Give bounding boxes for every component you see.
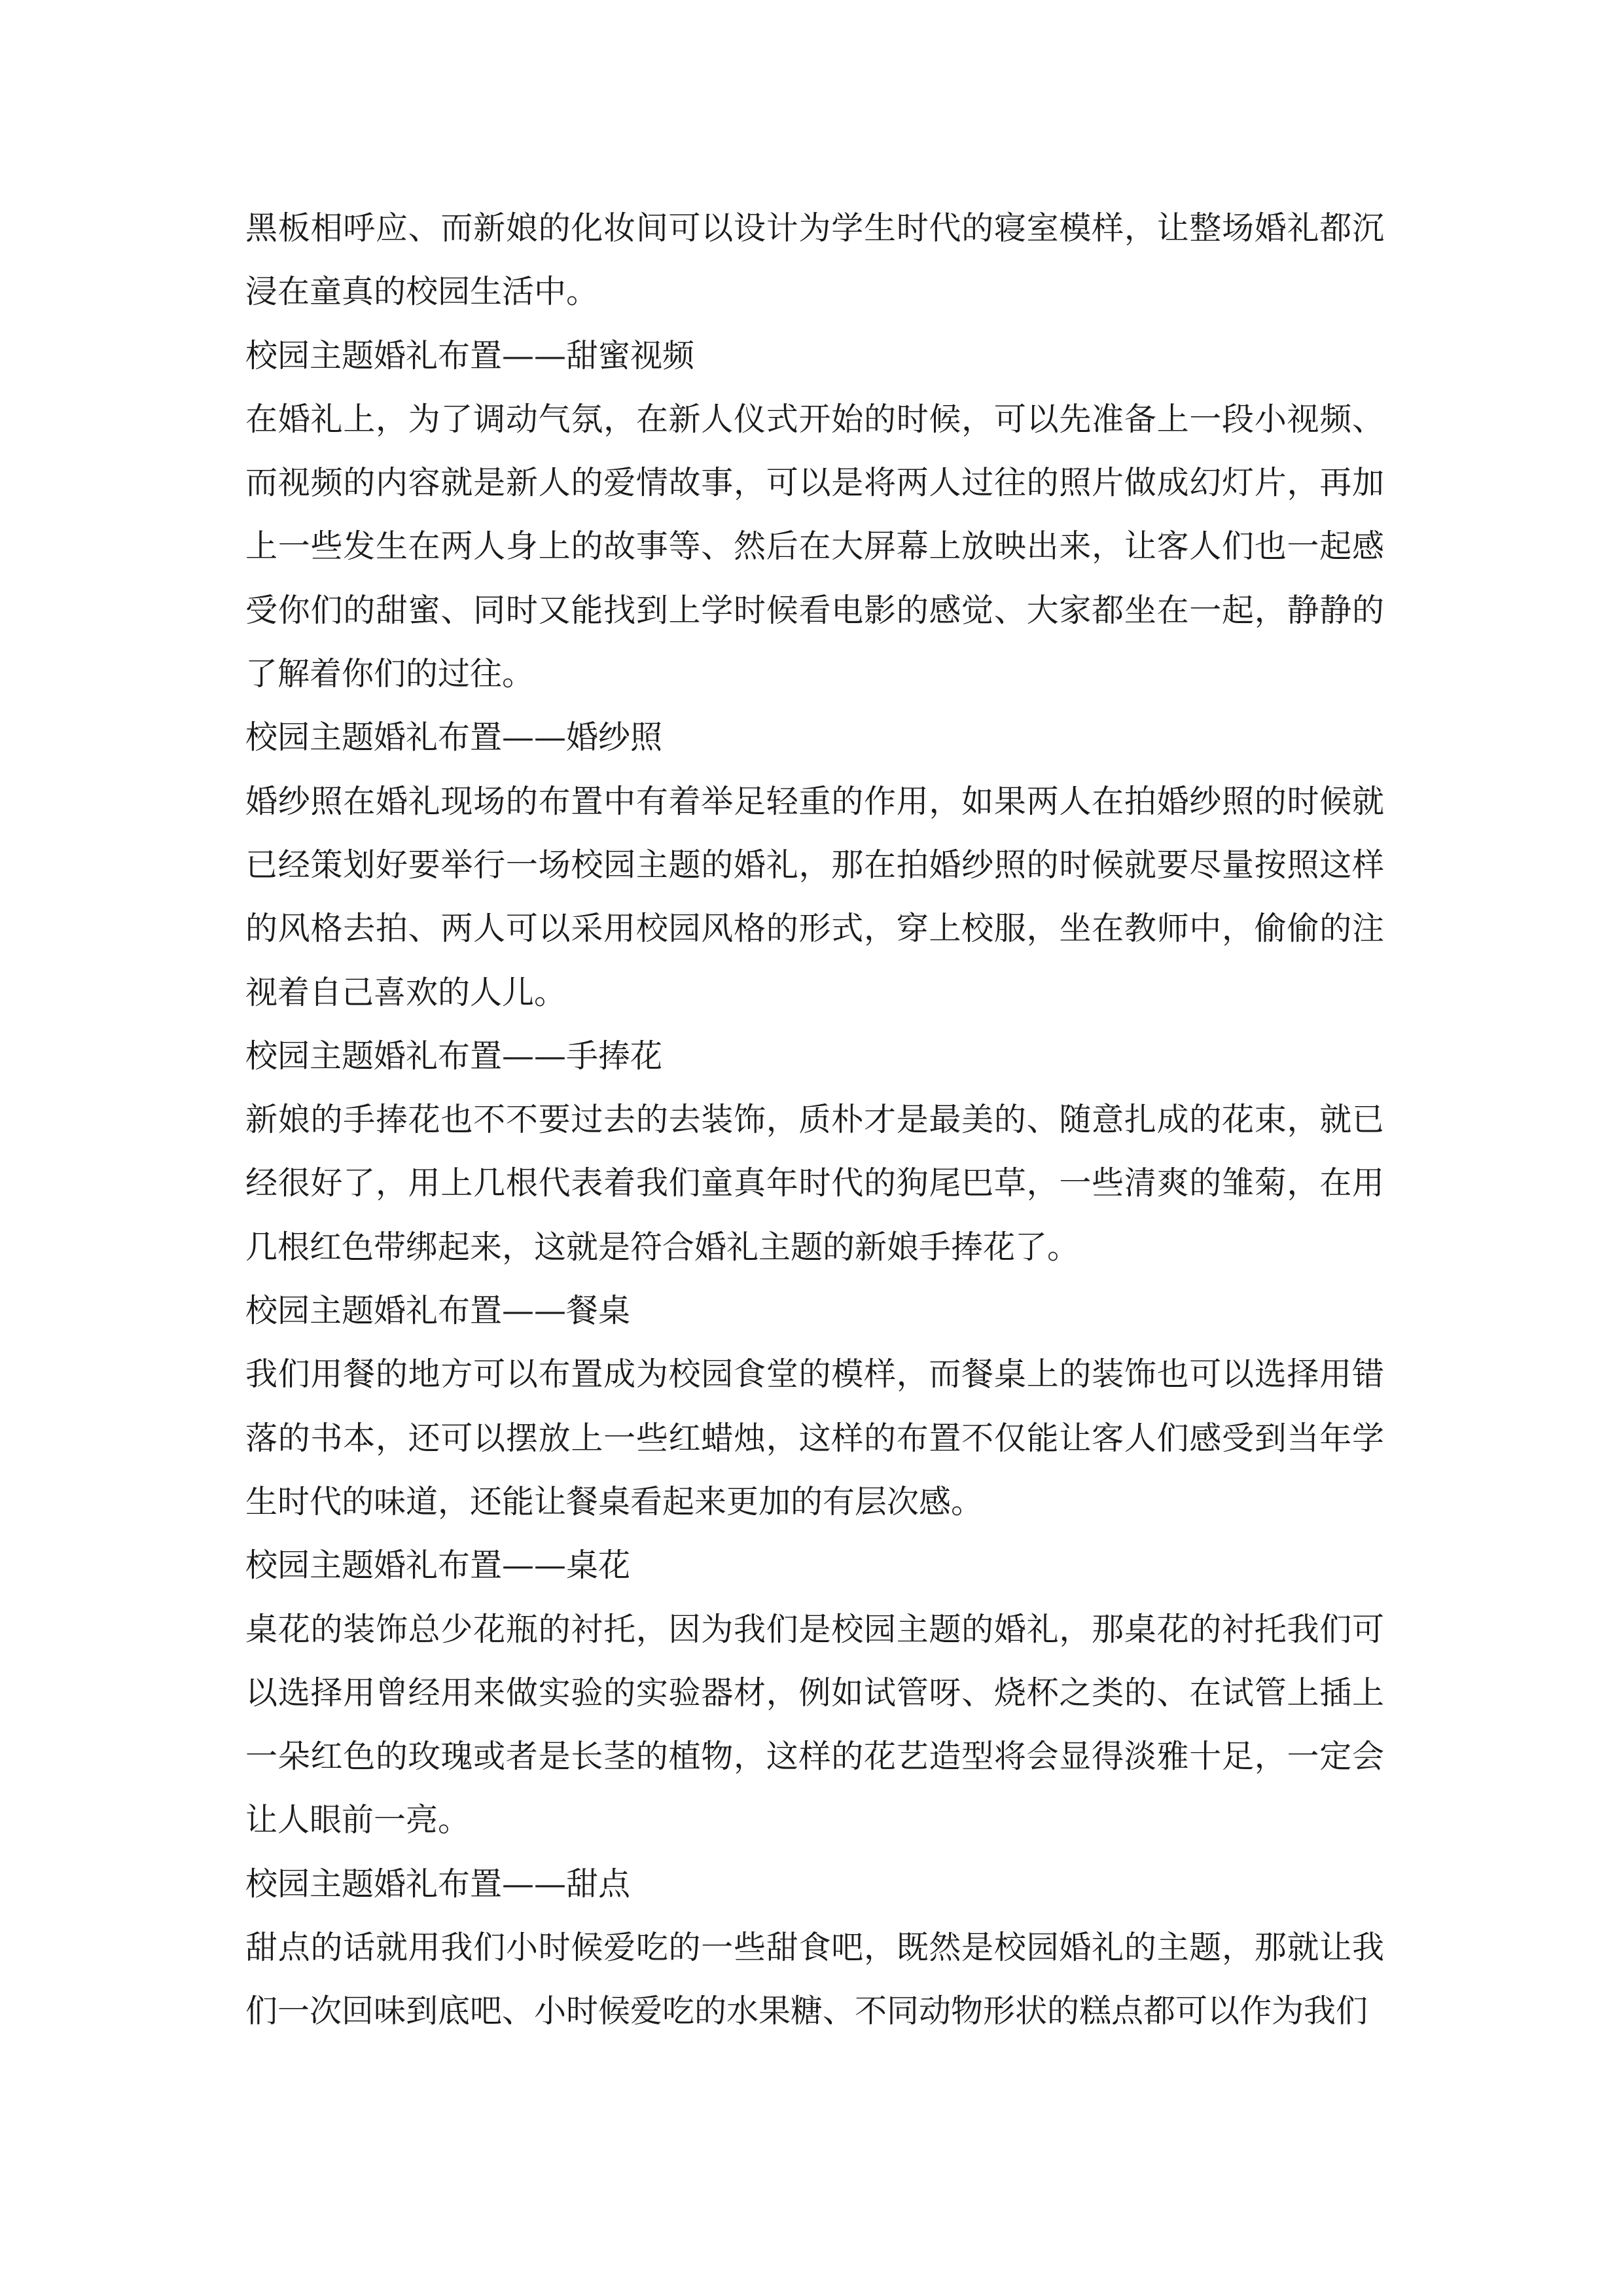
body-paragraph: 新娘的手捧花也不不要过去的去装饰，质朴才是最美的、随意扎成的花束，就已经很好了，用上几根代表着我们童真年时代的狗尾巴草，一些清爽的雏菊，在用几根红色带绑起来，这就是符合婚礼主题的新娘手捧花了。 (245, 1101, 1384, 1266)
body-paragraph: 桌花的装饰总少花瓶的衬托，因为我们是校园主题的婚礼，那桌花的衬托我们可以选择用曾经用来做实验的实验器材，例如试管呀、烧杯之类的、在试管上插上一朵红色的玫瑰或者是长茎的植物，这样的花艺造型将会显得淡雅十足，一定会让人眼前一亮。 (245, 1610, 1384, 1839)
section-heading-desserts: 校园主题婚礼布置——甜点 (245, 1865, 631, 1903)
body-paragraph: 我们用餐的地方可以布置成为校园食堂的模样，而餐桌上的装饰也可以选择用错落的书本，还可以摆放上一些红蜡烛，这样的布置不仅能让客人们感受到当年学生时代的味道，还能让餐桌看起来更加的有层次感。 (245, 1355, 1384, 1520)
body-paragraph: 婚纱照在婚礼现场的布置中有着举足轻重的作用，如果两人在拍婚纱照的时候就已经策划好要举行一场校园主题的婚礼，那在拍婚纱照的时候就要尽量按照这样的风格去拍、两人可以采用校园风格的形式，穿上校服，坐在教师中，偷偷的注视着自己喜欢的人儿。 (245, 782, 1384, 1011)
section-heading-video: 校园主题婚礼布置——甜蜜视频 (245, 336, 695, 374)
body-paragraph: 在婚礼上，为了调动气氛，在新人仪式开始的时候，可以先准备上一段小视频、而视频的内容就是新人的爱情故事，可以是将两人过往的照片做成幻灯片，再加上一些发生在两人身上的故事等、然后在大屏幕上放映出来，让客人们也一起感受你们的甜蜜、同时又能找到上学时候看电影的感觉、大家都坐在一起，静静的了解着你们的过往。 (245, 400, 1384, 693)
section-heading-bouquet: 校园主题婚礼布置——手捧花 (245, 1037, 663, 1075)
body-paragraph: 黑板相呼应、而新娘的化妆间可以设计为学生时代的寝室模样，让整场婚礼都沉浸在童真的校园生活中。 (245, 209, 1384, 311)
body-paragraph: 甜点的话就用我们小时候爱吃的一些甜食吧，既然是校园婚礼的主题，那就让我们一次回味到底吧、小时候爱吃的水果糖、不同动物形状的糕点都可以作为我们 (245, 1929, 1384, 2030)
section-heading-table-flowers: 校园主题婚礼布置——桌花 (245, 1547, 631, 1585)
document-body (245, 196, 1384, 2043)
section-heading-wedding-photo: 校园主题婚礼布置——婚纱照 (245, 719, 663, 757)
section-heading-dining-table: 校园主题婚礼布置——餐桌 (245, 1292, 631, 1330)
